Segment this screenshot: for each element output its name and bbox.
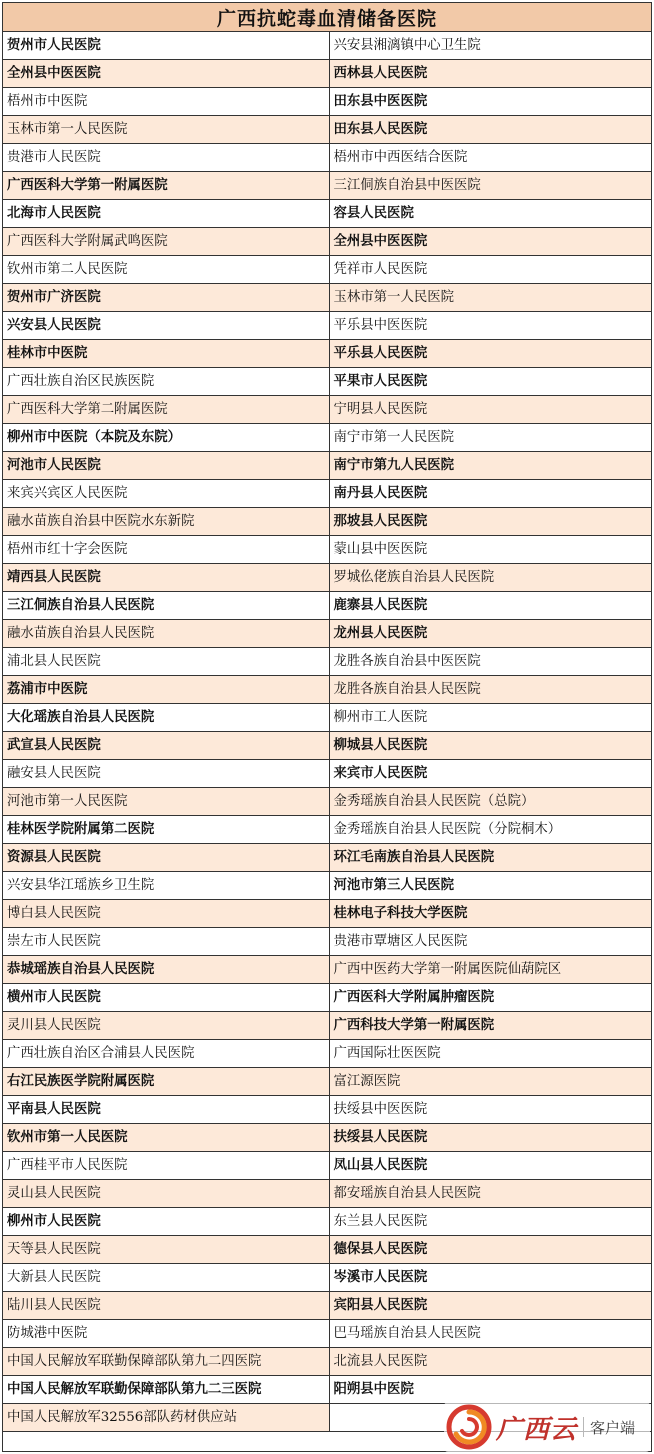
logo-sub-text: 客户端 xyxy=(590,1418,636,1437)
table-row xyxy=(3,172,651,200)
hospital-cell-right: 柳城县人民医院 xyxy=(329,732,651,760)
hospital-cell-left: 横州市人民医院 xyxy=(3,984,329,1012)
table-row xyxy=(3,1348,651,1376)
table-row xyxy=(3,424,651,452)
hospital-cell-left: 玉林市第一人民医院 xyxy=(3,116,329,144)
hospital-cell-left: 广西医科大学附属武鸣医院 xyxy=(3,228,329,256)
hospital-cell-left: 柳州市中医院（本院及东院） xyxy=(3,424,329,452)
hospital-cell-right: 扶绥县人民医院 xyxy=(329,1124,651,1152)
hospital-cell-right: 广西科技大学第一附属医院 xyxy=(329,1012,651,1040)
table-row xyxy=(3,1264,651,1292)
hospital-cell-left: 全州县中医医院 xyxy=(3,60,329,88)
guangxi-cloud-logo xyxy=(444,1402,650,1452)
table-row xyxy=(3,760,651,788)
table-row xyxy=(3,1068,651,1096)
hospital-cell-right: 河池市第三人民医院 xyxy=(329,872,651,900)
hospital-table xyxy=(3,32,651,1432)
table-row xyxy=(3,60,651,88)
hospital-cell-right: 金秀瑶族自治县人民医院（总院） xyxy=(329,788,651,816)
table-row xyxy=(3,396,651,424)
hospital-cell-left: 桂林医学院附属第二医院 xyxy=(3,816,329,844)
hospital-cell-left: 梧州市红十字会医院 xyxy=(3,536,329,564)
hospital-cell-left: 融水苗族自治县中医院水东新院 xyxy=(3,508,329,536)
hospital-cell-left: 广西医科大学第二附属医院 xyxy=(3,396,329,424)
hospital-cell-right: 龙州县人民医院 xyxy=(329,620,651,648)
hospital-cell-left: 资源县人民医院 xyxy=(3,844,329,872)
hospital-cell-right: 田东县人民医院 xyxy=(329,116,651,144)
table-row xyxy=(3,1152,651,1180)
table-row xyxy=(3,452,651,480)
hospital-cell-right: 凭祥市人民医院 xyxy=(329,256,651,284)
hospital-cell-right: 东兰县人民医院 xyxy=(329,1208,651,1236)
table-row xyxy=(3,228,651,256)
hospital-cell-left: 来宾兴宾区人民医院 xyxy=(3,480,329,508)
table-row xyxy=(3,1012,651,1040)
hospital-cell-left: 北海市人民医院 xyxy=(3,200,329,228)
table-row xyxy=(3,284,651,312)
hospital-cell-left: 柳州市人民医院 xyxy=(3,1208,329,1236)
hospital-cell-left: 兴安县人民医院 xyxy=(3,312,329,340)
table-row xyxy=(3,480,651,508)
hospital-cell-right: 柳州市工人医院 xyxy=(329,704,651,732)
hospital-cell-right: 扶绥县中医医院 xyxy=(329,1096,651,1124)
table-row xyxy=(3,928,651,956)
table-row xyxy=(3,144,651,172)
table-row xyxy=(3,368,651,396)
hospital-cell-right: 南宁市第九人民医院 xyxy=(329,452,651,480)
hospital-list-sheet xyxy=(2,2,652,1452)
hospital-cell-right: 富江源医院 xyxy=(329,1068,651,1096)
table-row xyxy=(3,1040,651,1068)
table-row xyxy=(3,956,651,984)
table-row xyxy=(3,1292,651,1320)
hospital-cell-right: 那坡县人民医院 xyxy=(329,508,651,536)
hospital-cell-left: 融安县人民医院 xyxy=(3,760,329,788)
table-row xyxy=(3,508,651,536)
logo-brand-text: 广西云 xyxy=(496,1414,578,1445)
hospital-cell-left: 中国人民解放军联勤保障部队第九二三医院 xyxy=(3,1376,329,1404)
table-row xyxy=(3,200,651,228)
table-row xyxy=(3,312,651,340)
cloud-swirl-icon xyxy=(446,1404,492,1450)
hospital-cell-right: 贵港市覃塘区人民医院 xyxy=(329,928,651,956)
hospital-cell-left: 贺州市广济医院 xyxy=(3,284,329,312)
hospital-cell-right: 容县人民医院 xyxy=(329,200,651,228)
hospital-cell-right: 宁明县人民医院 xyxy=(329,396,651,424)
hospital-cell-left: 广西桂平市人民医院 xyxy=(3,1152,329,1180)
hospital-cell-right: 岑溪市人民医院 xyxy=(329,1264,651,1292)
hospital-cell-left: 贺州市人民医院 xyxy=(3,32,329,60)
hospital-cell-left: 平南县人民医院 xyxy=(3,1096,329,1124)
hospital-cell-left: 融水苗族自治县人民医院 xyxy=(3,620,329,648)
hospital-cell-right: 罗城仫佬族自治县人民医院 xyxy=(329,564,651,592)
hospital-table-body xyxy=(3,32,651,1432)
hospital-cell-left: 陆川县人民医院 xyxy=(3,1292,329,1320)
table-row xyxy=(3,88,651,116)
hospital-cell-left: 中国人民解放军联勤保障部队第九二四医院 xyxy=(3,1348,329,1376)
hospital-cell-right: 凤山县人民医院 xyxy=(329,1152,651,1180)
hospital-cell-left: 恭城瑶族自治县人民医院 xyxy=(3,956,329,984)
table-row xyxy=(3,732,651,760)
table-row xyxy=(3,620,651,648)
table-row xyxy=(3,788,651,816)
hospital-cell-left: 天等县人民医院 xyxy=(3,1236,329,1264)
hospital-cell-right: 兴安县湘漓镇中心卫生院 xyxy=(329,32,651,60)
hospital-cell-left: 中国人民解放军32556部队药材供应站 xyxy=(3,1404,329,1432)
hospital-cell-left: 广西医科大学第一附属医院 xyxy=(3,172,329,200)
table-row xyxy=(3,984,651,1012)
hospital-cell-right: 龙胜各族自治县人民医院 xyxy=(329,676,651,704)
table-row xyxy=(3,1124,651,1152)
hospital-cell-right: 北流县人民医院 xyxy=(329,1348,651,1376)
hospital-cell-left: 崇左市人民医院 xyxy=(3,928,329,956)
hospital-cell-left: 灵山县人民医院 xyxy=(3,1180,329,1208)
hospital-cell-left: 兴安县华江瑶族乡卫生院 xyxy=(3,872,329,900)
hospital-cell-left: 防城港中医院 xyxy=(3,1320,329,1348)
hospital-cell-right: 广西国际壮医医院 xyxy=(329,1040,651,1068)
hospital-cell-right: 蒙山县中医医院 xyxy=(329,536,651,564)
table-row xyxy=(3,648,651,676)
table-row xyxy=(3,256,651,284)
table-row xyxy=(3,1180,651,1208)
hospital-cell-right: 南丹县人民医院 xyxy=(329,480,651,508)
table-row xyxy=(3,1236,651,1264)
hospital-cell-left: 右江民族医学院附属医院 xyxy=(3,1068,329,1096)
hospital-cell-right: 广西中医药大学第一附属医院仙葫院区 xyxy=(329,956,651,984)
hospital-cell-right: 来宾市人民医院 xyxy=(329,760,651,788)
hospital-cell-right: 平果市人民医院 xyxy=(329,368,651,396)
logo-divider xyxy=(583,1417,584,1437)
hospital-cell-right: 龙胜各族自治县中医医院 xyxy=(329,648,651,676)
hospital-cell-left: 靖西县人民医院 xyxy=(3,564,329,592)
hospital-cell-left: 浦北县人民医院 xyxy=(3,648,329,676)
table-row xyxy=(3,816,651,844)
hospital-cell-right: 桂林电子科技大学医院 xyxy=(329,900,651,928)
hospital-cell-right: 平乐县中医医院 xyxy=(329,312,651,340)
hospital-cell-left: 博白县人民医院 xyxy=(3,900,329,928)
table-row xyxy=(3,32,651,60)
hospital-cell-right: 金秀瑶族自治县人民医院（分院桐木） xyxy=(329,816,651,844)
table-row xyxy=(3,340,651,368)
table-row xyxy=(3,1208,651,1236)
hospital-cell-left: 武宣县人民医院 xyxy=(3,732,329,760)
hospital-cell-left: 钦州市第二人民医院 xyxy=(3,256,329,284)
hospital-cell-left: 三江侗族自治县人民医院 xyxy=(3,592,329,620)
hospital-cell-left: 大新县人民医院 xyxy=(3,1264,329,1292)
hospital-cell-right: 三江侗族自治县中医医院 xyxy=(329,172,651,200)
hospital-cell-right: 德保县人民医院 xyxy=(329,1236,651,1264)
hospital-cell-left: 梧州市中医院 xyxy=(3,88,329,116)
hospital-cell-right: 都安瑶族自治县人民医院 xyxy=(329,1180,651,1208)
hospital-cell-left: 广西壮族自治区民族医院 xyxy=(3,368,329,396)
hospital-cell-right: 广西医科大学附属肿瘤医院 xyxy=(329,984,651,1012)
hospital-cell-left: 广西壮族自治区合浦县人民医院 xyxy=(3,1040,329,1068)
table-row xyxy=(3,592,651,620)
hospital-cell-left: 桂林市中医院 xyxy=(3,340,329,368)
hospital-cell-left: 河池市人民医院 xyxy=(3,452,329,480)
hospital-cell-right: 巴马瑶族自治县人民医院 xyxy=(329,1320,651,1348)
table-row xyxy=(3,844,651,872)
hospital-cell-left: 河池市第一人民医院 xyxy=(3,788,329,816)
hospital-cell-right: 玉林市第一人民医院 xyxy=(329,284,651,312)
hospital-cell-left: 荔浦市中医院 xyxy=(3,676,329,704)
table-row xyxy=(3,704,651,732)
table-row xyxy=(3,1376,651,1404)
table-row xyxy=(3,900,651,928)
hospital-cell-right: 西林县人民医院 xyxy=(329,60,651,88)
table-row xyxy=(3,116,651,144)
hospital-cell-right: 南宁市第一人民医院 xyxy=(329,424,651,452)
hospital-cell-right: 田东县中医医院 xyxy=(329,88,651,116)
table-row xyxy=(3,1320,651,1348)
table-row xyxy=(3,536,651,564)
table-row xyxy=(3,676,651,704)
hospital-cell-left: 大化瑶族自治县人民医院 xyxy=(3,704,329,732)
hospital-cell-left: 钦州市第一人民医院 xyxy=(3,1124,329,1152)
hospital-cell-right: 宾阳县人民医院 xyxy=(329,1292,651,1320)
hospital-cell-right: 环江毛南族自治县人民医院 xyxy=(329,844,651,872)
hospital-cell-right: 全州县中医医院 xyxy=(329,228,651,256)
hospital-cell-right: 鹿寨县人民医院 xyxy=(329,592,651,620)
table-row xyxy=(3,872,651,900)
hospital-cell-right: 平乐县人民医院 xyxy=(329,340,651,368)
hospital-cell-left: 贵港市人民医院 xyxy=(3,144,329,172)
table-row xyxy=(3,564,651,592)
table-row xyxy=(3,1096,651,1124)
hospital-cell-right: 梧州市中西医结合医院 xyxy=(329,144,651,172)
page-title: 广西抗蛇毒血清储备医院 xyxy=(3,3,651,32)
hospital-cell-right: 阳朔县中医院 xyxy=(329,1376,651,1404)
hospital-cell-left: 灵川县人民医院 xyxy=(3,1012,329,1040)
